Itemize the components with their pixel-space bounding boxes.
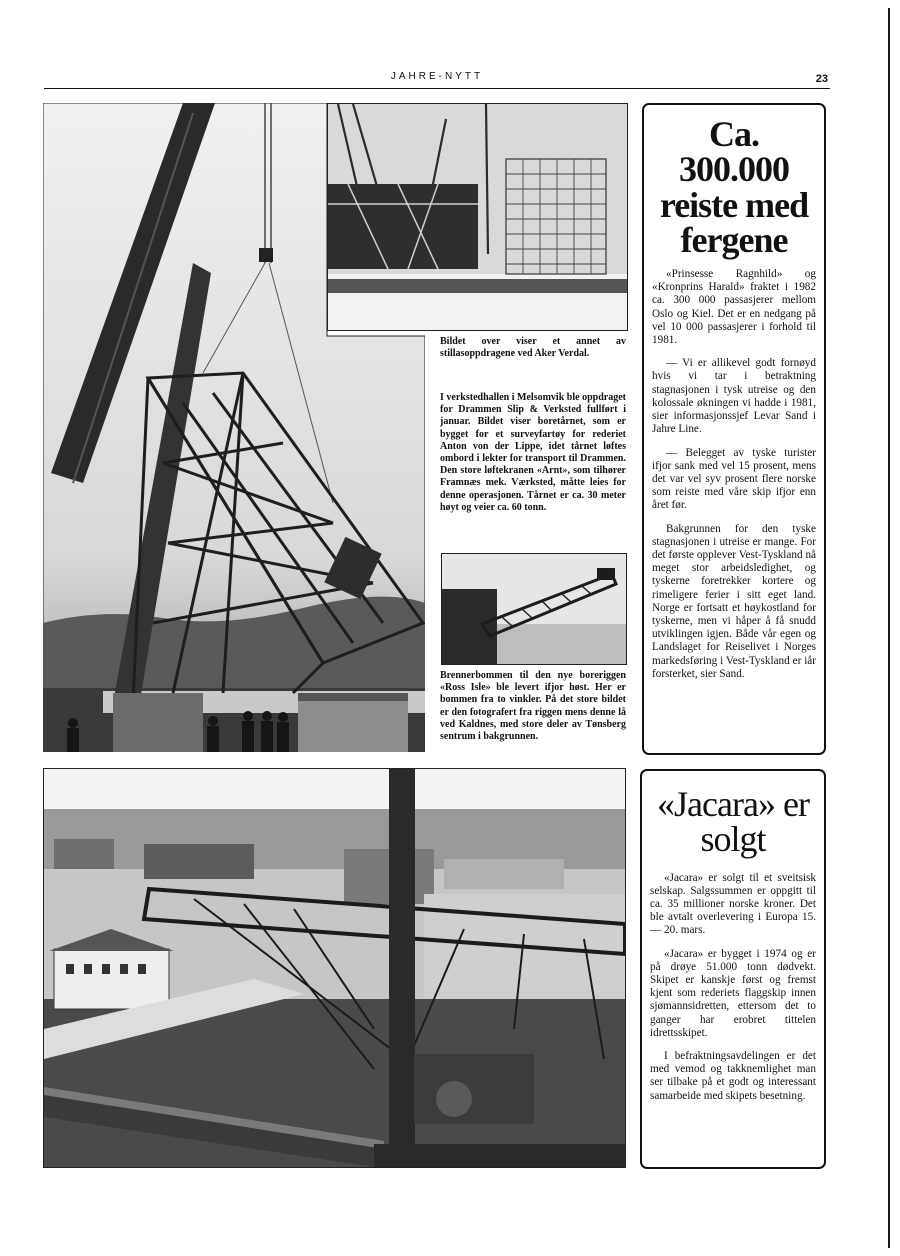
fergene-paragraph-2: — Vi er allikevel godt fornøyd hvis vi tar i betraktning stagnasjonen i tysk utreise og den kolossale økningen vi hadde i 1981, sier informasjonssjef Levar Sand i Jahre Line. [652,357,816,436]
jacara-paragraph-3: I befraktningsavdelingen er det med vemod og takknemlighet man ser tilbake på et godt og interessant samarbeide med skipets besetning. [650,1049,816,1102]
headline-fergene: Ca. 300.000 reiste med fergene [659,114,809,260]
fergene-paragraph-4: Bakgrunnen for den tyske stagnasjonen i utreise er mange. For det første opplever Vest-Tyskland nå meget stor arbeidsledighet, og tyskerne foretrekker kortere og rimeligere ferier i sitt eget land. Norge er fortsatt et høykostland for tyskerne, men vi håper å få snudd utviklingen igjen. Både vår egen og Landslaget for Reiselivet i Norges markedsføring i Vest-Tyskland er iår forsterket, sier Sand. [652,522,816,680]
photo-boom-over-tonsberg [43,768,626,1168]
page-number: 23 [815,73,828,85]
photo-aker-verdal-scaffolding [327,103,628,331]
caption-brennerbommen: Brennerbommen til den nye boreriggen «Ross Isle» ble levert ifjor høst. Her er bommen fra to vinkler. På det store bildet er den fotografert fra riggen mens denne lå ved Kaldnes, med store deler av Tønsberg sentrum i bakgrunnen. [440,670,626,743]
article-box-fergene [642,103,826,755]
caption-melsomvik: I verkstedhallen i Melsomvik ble oppdraget for Drammen Slip & Verksted fullført i januar. Bildet viser boretårnet, som er bygget for et surveyfartøy for rederiet Anton von der Lippe, idet tårnet løftes ombord i lekter for transport til Drammen. Den store løftekranen «Arnt», som tilhører Framnæs mek. Værksted, måtte leies for denne operasjonen. Tårnet er ca. 30 meter høyt og veier ca. 60 tonn. [440,392,626,513]
caption-aker-verdal: Bildet over viser et annet av stillasoppdragene ved Aker Verdal. [440,336,626,360]
page-edge-rule [888,8,890,1248]
headline-jacara: «Jacara» er solgt [657,784,809,860]
jacara-paragraph-1: «Jacara» er solgt til et sveitsisk selskap. Salgssummen er oppgitt til ca. 35 millioner norske kroner. Det ble avtalt overlevering i Europa 15. — 20. mars. [650,871,816,937]
fergene-paragraph-1: «Prinsesse Ragnhild» og «Kronprins Harald» fraktet i 1982 ca. 300 000 passasjerer mellom Oslo og Kiel. Det er en nedgang på vel 10 000 passasjerer i forhold til 1981. [652,268,816,347]
jacara-paragraph-2: «Jacara» er bygget i 1974 og er på drøye 51.000 tonn dødvekt. Skipet er kanskje først og fremst kjent som rederiets flaggskip innen sjømannsidretten, ettersom det to ganger har erobret tittelen idrettsskipet. [650,947,816,1039]
running-head [44,68,830,89]
fergene-paragraph-3: — Belegget av tyske turister ifjor sank med vel 15 prosent, mens det var vel syv prosent flere norske som reiste med våre skip ifjor enn året før. [652,446,816,512]
article-box-jacara [640,769,826,1169]
photo-burner-boom [441,553,627,665]
publication-title: JAHRE-NYTT [390,71,484,82]
